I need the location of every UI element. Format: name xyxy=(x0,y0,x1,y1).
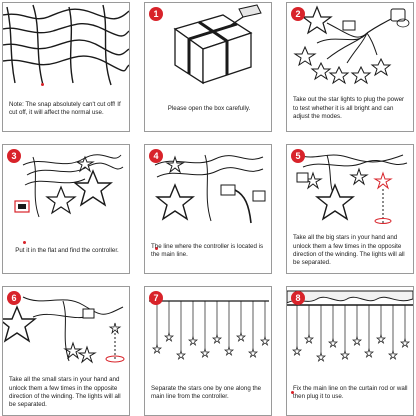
step-badge: 8 xyxy=(291,291,305,305)
find-controller-illustration xyxy=(3,145,129,229)
step-badge: 4 xyxy=(149,149,163,163)
step-badge: 7 xyxy=(149,291,163,305)
step-caption: Take out the star lights to plug the power to test whether it is all bright and can adjust the modes. xyxy=(293,96,405,121)
hang-curtain-illustration xyxy=(287,287,413,371)
step-panel-7 xyxy=(144,286,272,416)
step-panel-5 xyxy=(286,144,414,274)
step-panel-8 xyxy=(286,286,414,416)
gift-box-illustration xyxy=(145,3,271,87)
step-caption: Separate the stars one by one along the main line from the controller. xyxy=(151,384,262,400)
small-stars-unwind-illustration xyxy=(3,287,129,371)
marker-dot xyxy=(41,83,44,86)
step-caption: Take all the small stars in your hand and unlock them a few times in the opposite direction of the winding. The lights will all be separated. xyxy=(9,376,121,409)
main-line-illustration xyxy=(145,145,271,229)
step-panel-4 xyxy=(144,144,272,274)
step-caption: The line where the controller is located is the main line. xyxy=(151,242,264,258)
step-caption: Please open the box carefully. xyxy=(167,104,251,112)
step-badge: 2 xyxy=(291,7,305,21)
step-panel-note xyxy=(2,2,130,132)
wire-snap-illustration xyxy=(3,3,129,87)
step-panel-2 xyxy=(286,2,414,132)
step-badge: 6 xyxy=(7,291,21,305)
step-caption: Note: The snap absolutely can't cut off! If cut off, it will affect the normal use. xyxy=(9,100,121,116)
step-panel-3 xyxy=(2,144,130,274)
star-lights-test-illustration xyxy=(287,3,413,87)
big-stars-unwind-illustration xyxy=(287,145,413,229)
step-caption: Put it in the flat and find the controller. xyxy=(15,246,119,254)
step-caption: Take all the big stars in your hand and unlock them a few times in the opposite direction of the winding. The lights will all be separated. xyxy=(293,234,405,267)
step-caption: Fix the main line on the curtain rod or wall then plug it to use. xyxy=(293,384,408,400)
step-badge: 5 xyxy=(291,149,305,163)
step-badge: 1 xyxy=(149,7,163,21)
step-panel-1 xyxy=(144,2,272,132)
separate-stars-illustration xyxy=(145,287,271,371)
step-panel-6 xyxy=(2,286,130,416)
step-badge: 3 xyxy=(7,149,21,163)
